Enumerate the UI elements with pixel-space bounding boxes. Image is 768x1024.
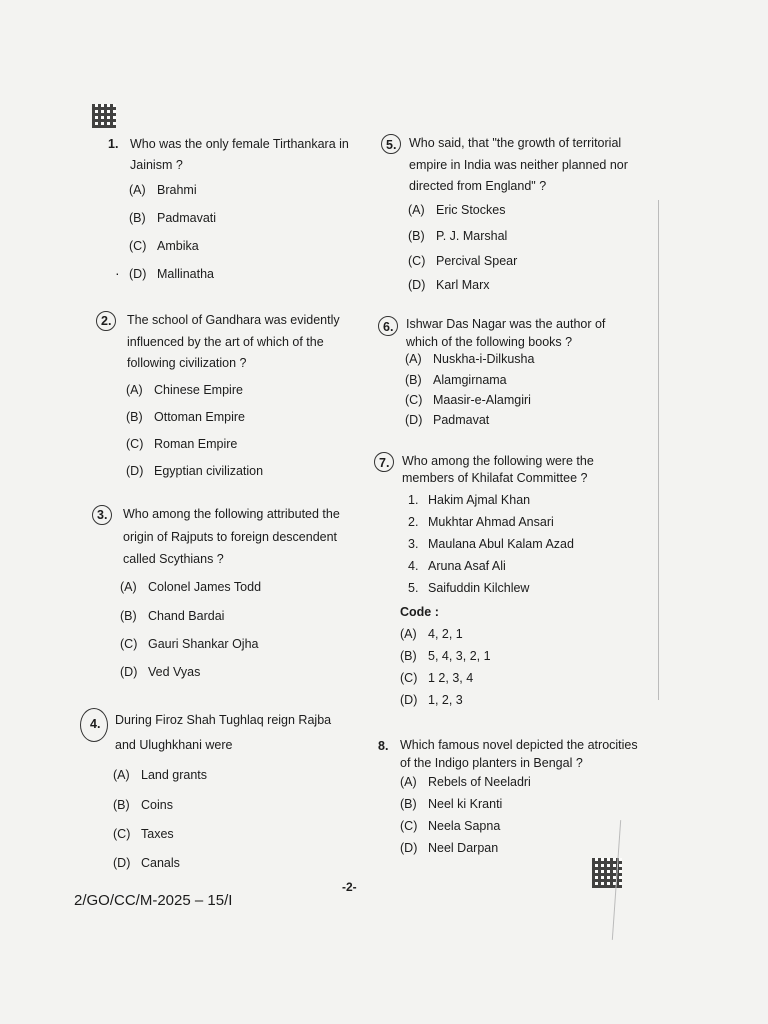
question-number: 4. xyxy=(90,717,101,731)
question-stem: Who was the only female Tirthankara in Jainism ? xyxy=(130,137,349,172)
list-item: 5. Saifuddin Kilchlew xyxy=(408,581,530,595)
option-c: (C) Maasir-e-Alamgiri xyxy=(405,393,531,407)
code-heading: Code : xyxy=(400,605,439,619)
option-c: (C) Taxes xyxy=(113,827,174,841)
option-c: (C) 1 2, 3, 4 xyxy=(400,671,474,685)
option-d: (D) Neel Darpan xyxy=(400,841,499,855)
option-b: (B) 5, 4, 3, 2, 1 xyxy=(400,649,491,663)
option-a: (A) Rebels of Neeladri xyxy=(400,775,531,789)
option-d: (D) Mallinatha xyxy=(129,267,214,281)
question-stem: The school of Gandhara was evidently influenced by the art of which of the following civilization ? xyxy=(127,313,340,370)
option-a: (A) Eric Stockes xyxy=(408,203,506,217)
question-stem: Who among the following attributed the origin of Rajputs to foreign descendent called Scythians ? xyxy=(123,507,340,566)
option-b: (B) Padmavati xyxy=(129,211,217,225)
option-b: (B) Alamgirnama xyxy=(405,373,507,387)
question-number: 8. xyxy=(378,739,389,753)
option-b: (B) Coins xyxy=(113,798,173,812)
option-d: (D) Padmavat xyxy=(405,413,490,427)
question-number: 7. xyxy=(379,456,390,470)
question-number: 2. xyxy=(101,314,112,328)
question-number: 5. xyxy=(386,138,397,152)
option-b: (B) Neel ki Kranti xyxy=(400,797,503,811)
qr-code-top-left xyxy=(92,104,116,128)
list-item: 2. Mukhtar Ahmad Ansari xyxy=(408,515,554,529)
option-c: (C) Gauri Shankar Ojha xyxy=(120,637,259,651)
question-stem: During Firoz Shah Tughlaq reign Rajba and Ulughkhani were xyxy=(115,713,332,752)
option-b: (B) P. J. Marshal xyxy=(408,229,508,243)
option-c: (C) Neela Sapna xyxy=(400,819,501,833)
option-d: (D) Karl Marx xyxy=(408,278,490,292)
option-b: (B) Ottoman Empire xyxy=(126,410,246,424)
page-number: -2- xyxy=(342,880,357,894)
option-a: (A) Brahmi xyxy=(129,183,197,197)
question-number: 6. xyxy=(383,320,394,334)
option-a: (A) Colonel James Todd xyxy=(120,580,262,594)
option-c: (C) Ambika xyxy=(129,239,199,253)
option-d: (D) 1, 2, 3 xyxy=(400,693,463,707)
question-number: 3. xyxy=(97,508,108,522)
question-stem: Who among the following were the members of Khilafat Committee ? xyxy=(402,454,594,485)
list-item: 4. Aruna Asaf Ali xyxy=(408,559,506,573)
option-a: (A) 4, 2, 1 xyxy=(400,627,463,641)
option-d: (D) Egyptian civilization xyxy=(126,464,264,478)
option-d: (D) Canals xyxy=(113,856,180,870)
option-a: (A) Land grants xyxy=(113,768,208,782)
option-c: (C) Roman Empire xyxy=(126,437,238,451)
question-stem: Which famous novel depicted the atrocities of the Indigo planters in Bengal ? xyxy=(400,738,638,770)
question-stem: Ishwar Das Nagar was the author of which of the following books ? xyxy=(406,317,606,349)
list-item: 3. Maulana Abul Kalam Azad xyxy=(408,537,574,551)
question-stem: Who said, that "the growth of territorial empire in India was neither planned nor directed from England" ? xyxy=(409,136,628,193)
option-d: (D) Ved Vyas xyxy=(120,665,201,679)
list-item: 1. Hakim Ajmal Khan xyxy=(408,493,531,507)
option-c: (C) Percival Spear xyxy=(408,254,518,268)
question-number: 1. xyxy=(108,137,119,151)
paper-code-footer: 2/GO/CC/M-2025 – 15/I xyxy=(74,892,233,909)
scan-edge-line xyxy=(658,200,659,700)
option-a: (A) Chinese Empire xyxy=(126,383,243,397)
stray-mark: · xyxy=(115,265,120,281)
option-b: (B) Chand Bardai xyxy=(120,609,225,623)
option-a: (A) Nuskha-i-Dilkusha xyxy=(405,352,535,366)
